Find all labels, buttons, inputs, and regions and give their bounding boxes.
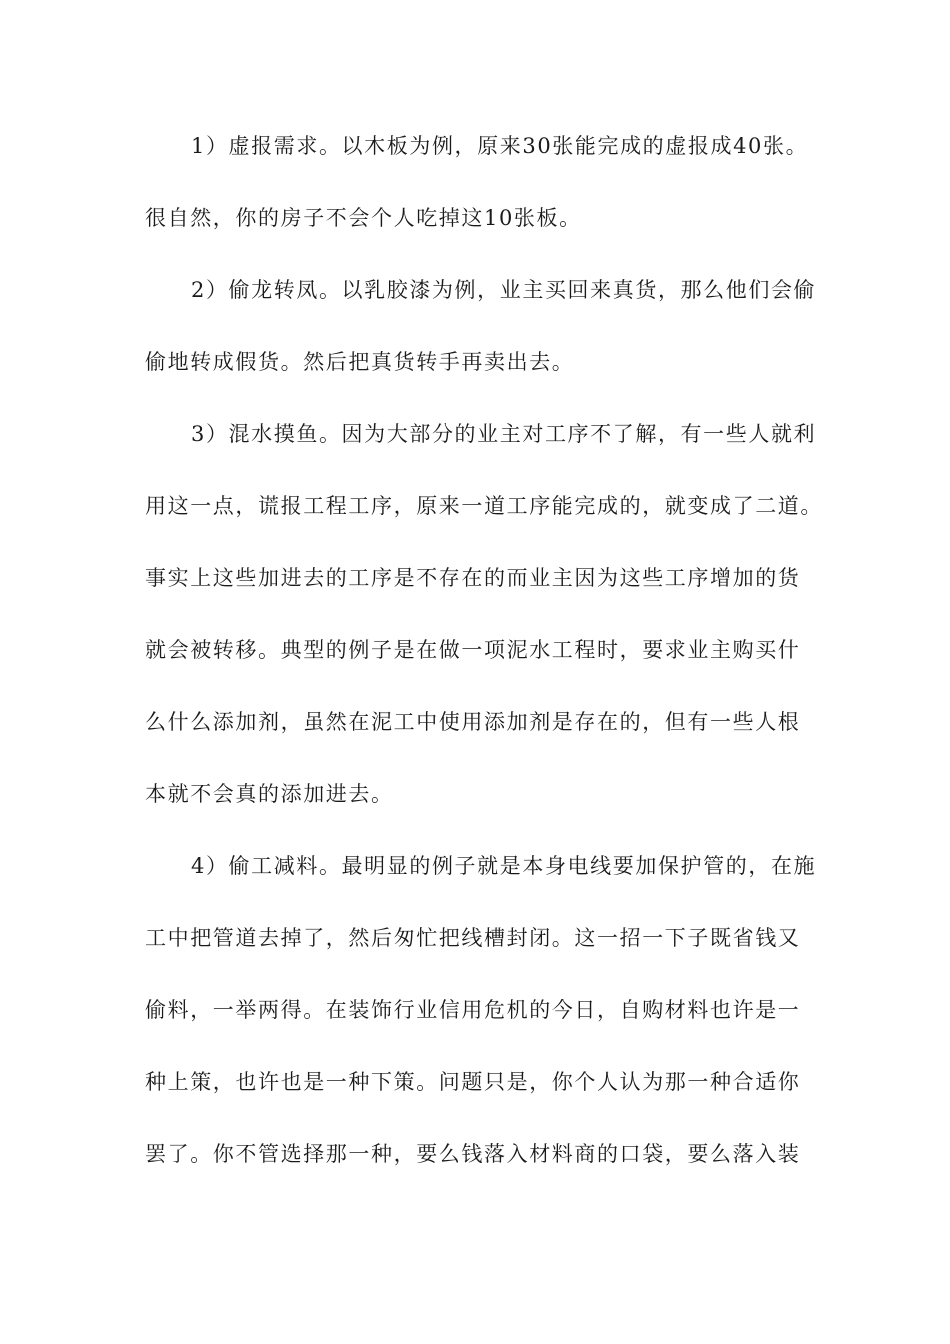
paragraph-3-line-2: 用这一点，谎报工程工序，原来一道工序能完成的，就变成了二道。 (145, 494, 823, 518)
paragraph-3-line-3: 事实上这些加进去的工序是不存在的而业主因为这些工序增加的货 (145, 566, 801, 590)
paragraph-1-line-1: 1）虚报需求。以木板为例，原来30张能完成的虚报成40张。 (191, 134, 809, 158)
paragraph-3-line-5: 么什么添加剂，虽然在泥工中使用添加剂是存在的，但有一些人根 (145, 710, 801, 734)
paragraph-4-line-1: 4）偷工减料。最明显的例子就是本身电线要加保护管的，在施 (191, 854, 817, 878)
paragraph-4-line-4: 种上策，也许也是一种下策。问题只是，你个人认为那一种合适你 (145, 1070, 801, 1094)
paragraph-4-line-3: 偷料，一举两得。在装饰行业信用危机的今日，自购材料也许是一 (145, 998, 801, 1022)
paragraph-2-line-1: 2）偷龙转凤。以乳胶漆为例，业主买回来真货，那么他们会偷 (191, 278, 817, 302)
paragraph-1-line-2: 很自然，你的房子不会个人吃掉这10张板。 (145, 206, 582, 230)
paragraph-4-line-2: 工中把管道去掉了，然后匆忙把线槽封闭。这一招一下子既省钱又 (145, 926, 801, 950)
paragraph-4-line-5: 罢了。你不管选择那一种，要么钱落入材料商的口袋，要么落入装 (145, 1142, 801, 1166)
paragraph-2-line-2: 偷地转成假货。然后把真货转手再卖出去。 (145, 350, 575, 374)
paragraph-3-line-6: 本就不会真的添加进去。 (145, 782, 394, 806)
paragraph-3-line-4: 就会被转移。典型的例子是在做一项泥水工程时，要求业主购买什 (145, 638, 801, 662)
paragraph-3-line-1: 3）混水摸鱼。因为大部分的业主对工序不了解，有一些人就利 (191, 422, 817, 446)
